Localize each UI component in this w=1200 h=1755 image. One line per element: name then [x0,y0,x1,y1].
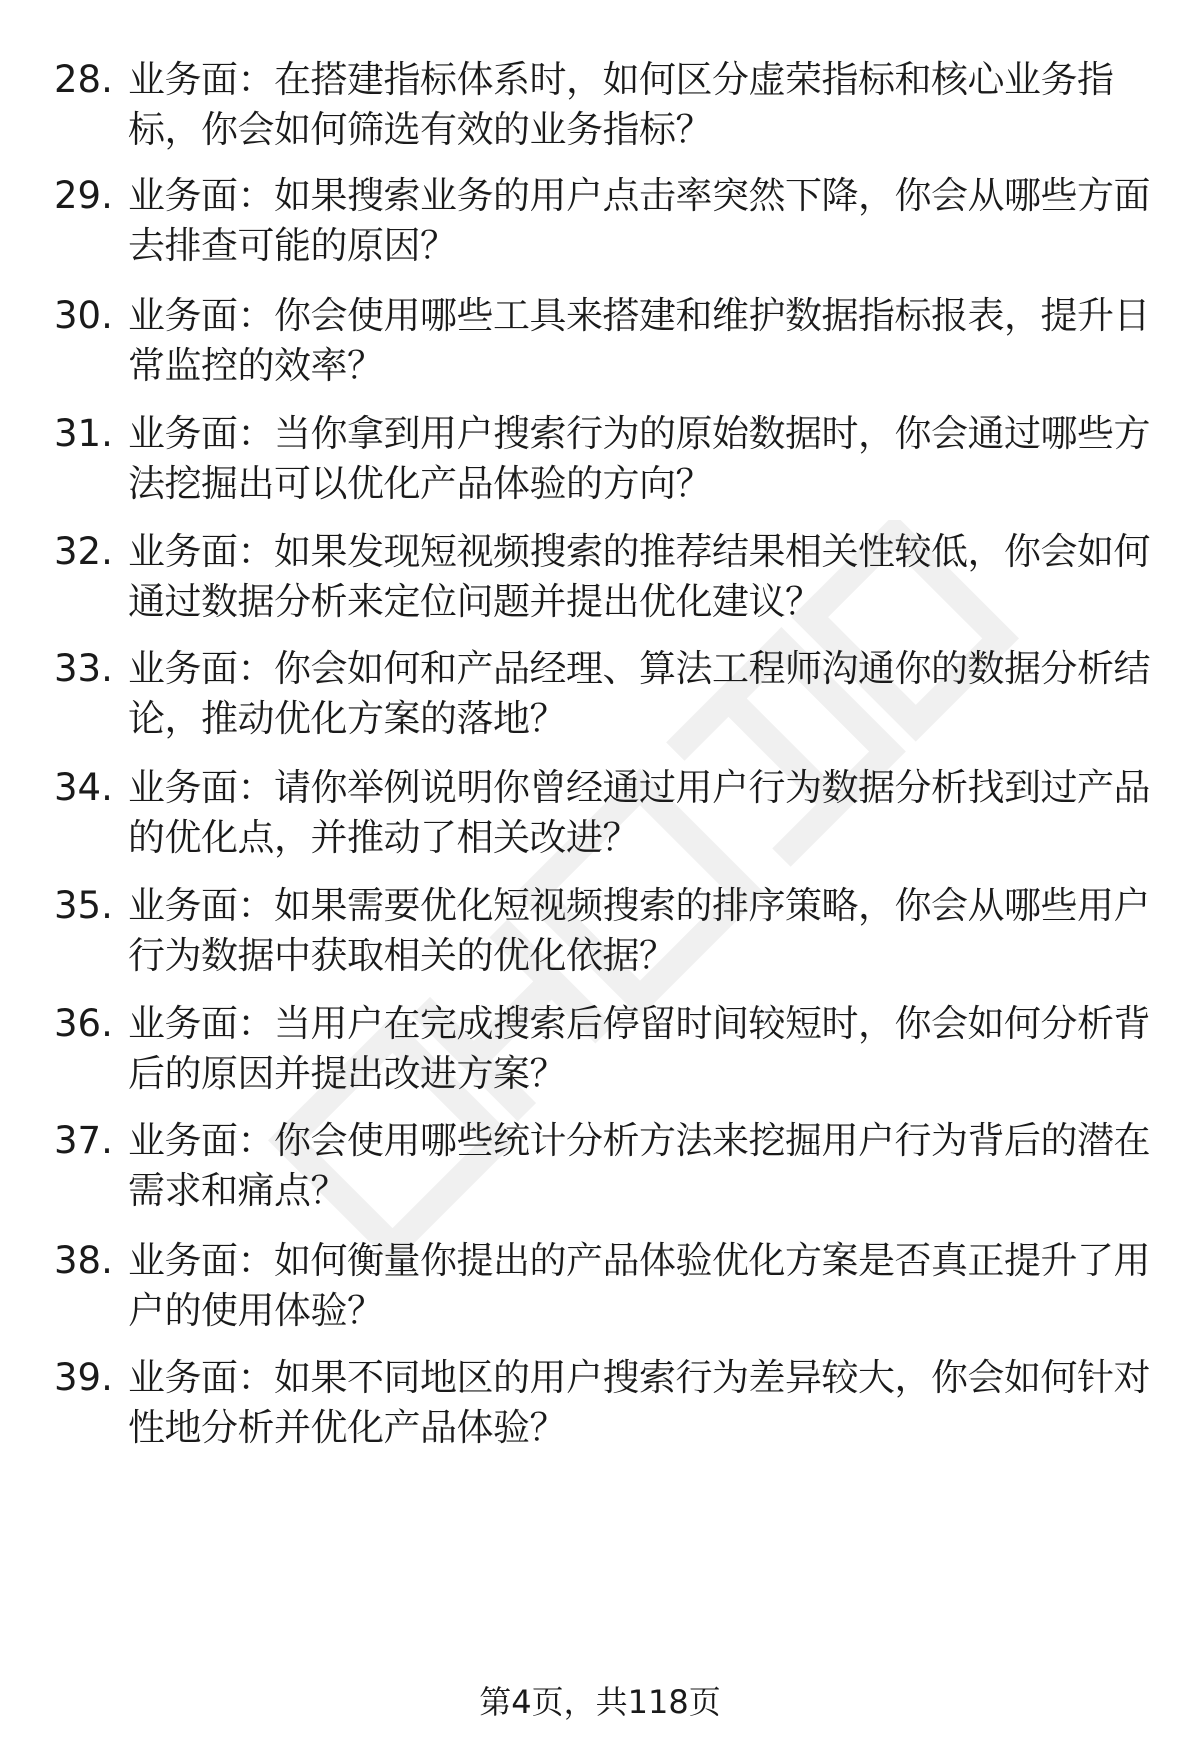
question-text-line-1: 业务面：你会使用哪些工具来搭建和维护数据指标报表，提升日 [128,294,1150,337]
question-item-38 [0,1235,1200,1345]
question-text-line-1: 业务面：在搭建指标体系时，如何区分虚荣指标和核心业务指 [128,58,1114,101]
question-number: 32. [54,530,113,573]
question-number: 29. [54,174,113,217]
question-item-29 [0,170,1200,280]
question-item-32 [0,526,1200,636]
question-text-line-1: 业务面：请你举例说明你曾经通过用户行为数据分析找到过产品 [128,766,1150,809]
question-text-line-1: 业务面：如何衡量你提出的产品体验优化方案是否真正提升了用 [128,1239,1150,1282]
question-number: 34. [54,766,113,809]
question-item-30 [0,290,1200,400]
question-text-line-2: 行为数据中获取相关的优化依据？ [128,934,676,977]
question-text-line-2: 标，你会如何筛选有效的业务指标？ [128,108,712,151]
question-number: 38. [54,1239,113,1282]
question-text-line-2: 论，推动优化方案的落地？ [128,697,566,740]
question-text-line-1: 业务面：你会使用哪些统计分析方法来挖掘用户行为背后的潜在 [128,1119,1150,1162]
question-text-line-2: 法挖掘出可以优化产品体验的方向？ [128,462,712,505]
question-item-34 [0,762,1200,872]
question-text-line-1: 业务面：当你拿到用户搜索行为的原始数据时，你会通过哪些方 [128,412,1150,455]
question-text-line-1: 业务面：你会如何和产品经理、算法工程师沟通你的数据分析结 [128,647,1150,690]
question-text-line-2: 去排查可能的原因？ [128,224,457,267]
question-item-37 [0,1115,1200,1225]
question-text-line-1: 业务面：如果搜索业务的用户点击率突然下降，你会从哪些方面 [128,174,1150,217]
question-number: 30. [54,294,113,337]
question-text-line-2: 性地分析并优化产品体验？ [128,1406,566,1449]
question-item-36 [0,998,1200,1108]
question-item-33 [0,643,1200,753]
question-number: 37. [54,1119,113,1162]
question-number: 31. [54,412,113,455]
question-item-31 [0,408,1200,518]
question-text-line-2: 户的使用体验？ [128,1289,384,1332]
question-number: 35. [54,884,113,927]
question-text-line-1: 业务面：如果发现短视频搜索的推荐结果相关性较低，你会如何 [128,530,1150,573]
question-text-line-2: 通过数据分析来定位问题并提出优化建议？ [128,580,822,623]
question-item-28 [0,54,1200,164]
page-number-footer: 第4页，共118页 [479,1683,721,1721]
question-item-39 [0,1352,1200,1462]
question-number: 28. [54,58,113,101]
question-text-line-1: 业务面：如果不同地区的用户搜索行为差异较大，你会如何针对 [128,1356,1150,1399]
question-number: 39. [54,1356,113,1399]
question-number: 36. [54,1002,113,1045]
question-text-line-2: 后的原因并提出改进方案？ [128,1052,566,1095]
question-text-line-1: 业务面：当用户在完成搜索后停留时间较短时，你会如何分析背 [128,1002,1150,1045]
question-item-35 [0,880,1200,990]
question-text-line-1: 业务面：如果需要优化短视频搜索的排序策略，你会从哪些用户 [128,884,1150,927]
question-text-line-2: 的优化点，并推动了相关改进？ [128,816,639,859]
question-text-line-2: 常监控的效率？ [128,344,384,387]
question-text-line-2: 需求和痛点？ [128,1169,347,1212]
question-number: 33. [54,647,113,690]
